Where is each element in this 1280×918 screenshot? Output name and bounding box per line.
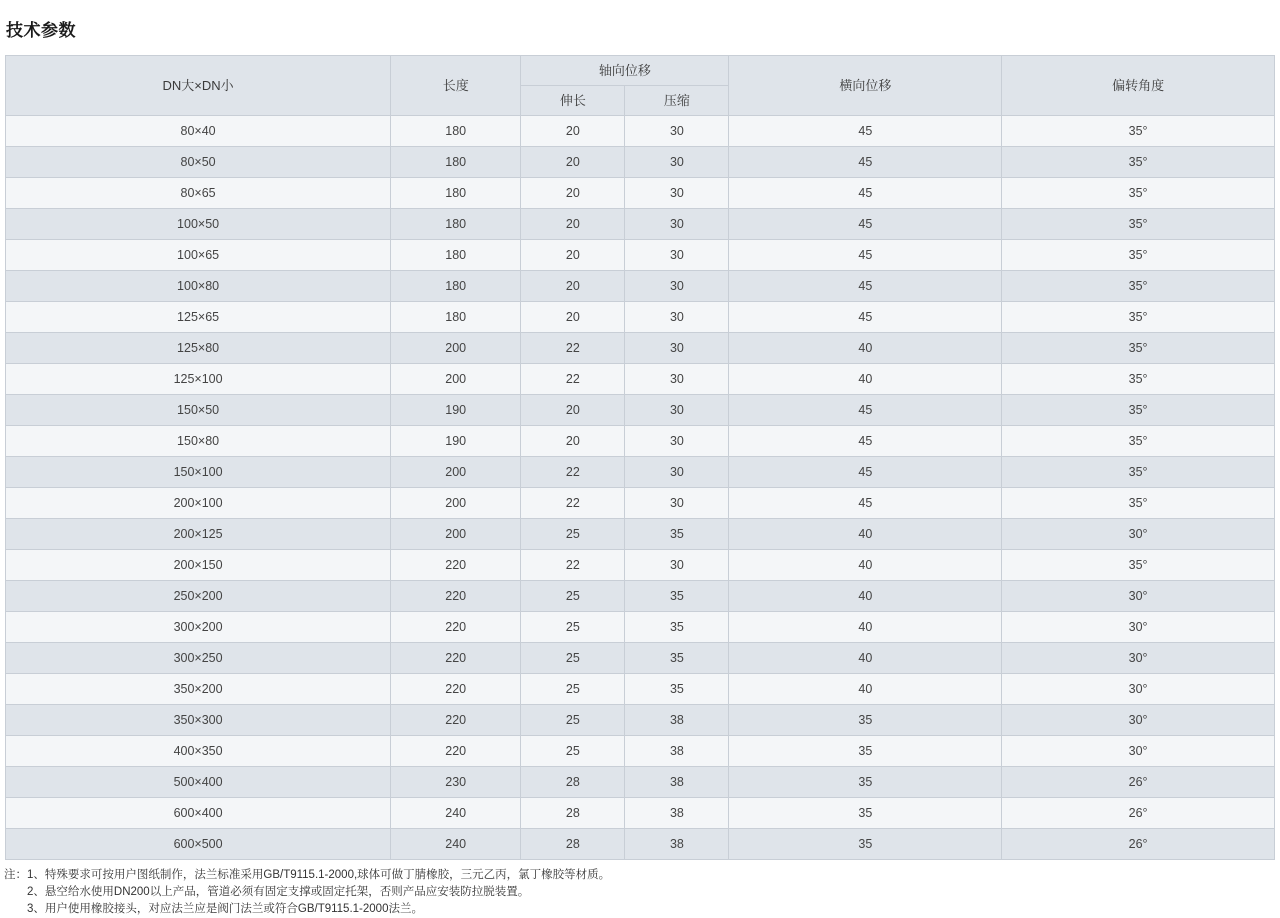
cell-lateral: 40 xyxy=(729,550,1002,581)
cell-extension: 25 xyxy=(521,612,625,643)
cell-extension: 22 xyxy=(521,488,625,519)
cell-dn: 80×40 xyxy=(6,116,391,147)
header-extension: 伸长 xyxy=(521,86,625,116)
table-row xyxy=(6,674,1275,705)
note-line: 3、用户使用橡胶接头，对应法兰应是阀门法兰或符合GB/T9115.1-2000法兰。 xyxy=(4,903,423,915)
cell-dn: 400×350 xyxy=(6,736,391,767)
cell-lateral: 40 xyxy=(729,612,1002,643)
cell-angular: 35° xyxy=(1002,302,1275,333)
table-row xyxy=(6,829,1275,860)
cell-length: 180 xyxy=(391,302,521,333)
table-row xyxy=(6,426,1275,457)
technical-parameters-table xyxy=(5,55,1275,860)
cell-extension: 28 xyxy=(521,829,625,860)
cell-extension: 20 xyxy=(521,209,625,240)
table-body xyxy=(6,116,1275,860)
cell-length: 200 xyxy=(391,519,521,550)
cell-dn: 600×400 xyxy=(6,798,391,829)
cell-extension: 20 xyxy=(521,426,625,457)
cell-lateral: 45 xyxy=(729,147,1002,178)
cell-lateral: 35 xyxy=(729,798,1002,829)
cell-extension: 22 xyxy=(521,457,625,488)
cell-angular: 35° xyxy=(1002,395,1275,426)
cell-extension: 25 xyxy=(521,581,625,612)
cell-dn: 200×150 xyxy=(6,550,391,581)
cell-length: 200 xyxy=(391,457,521,488)
cell-length: 180 xyxy=(391,240,521,271)
cell-dn: 200×100 xyxy=(6,488,391,519)
table-row xyxy=(6,798,1275,829)
cell-extension: 20 xyxy=(521,178,625,209)
cell-lateral: 40 xyxy=(729,519,1002,550)
cell-length: 180 xyxy=(391,209,521,240)
table-row xyxy=(6,116,1275,147)
table-row xyxy=(6,395,1275,426)
cell-extension: 28 xyxy=(521,767,625,798)
cell-compression: 30 xyxy=(625,488,729,519)
table-row xyxy=(6,271,1275,302)
header-angular: 偏转角度 xyxy=(1002,56,1275,116)
cell-dn: 600×500 xyxy=(6,829,391,860)
cell-extension: 20 xyxy=(521,395,625,426)
table-row xyxy=(6,767,1275,798)
cell-extension: 25 xyxy=(521,519,625,550)
table-row xyxy=(6,550,1275,581)
cell-compression: 38 xyxy=(625,798,729,829)
cell-compression: 35 xyxy=(625,643,729,674)
cell-length: 220 xyxy=(391,581,521,612)
cell-extension: 25 xyxy=(521,736,625,767)
cell-length: 180 xyxy=(391,178,521,209)
cell-dn: 80×65 xyxy=(6,178,391,209)
cell-length: 200 xyxy=(391,333,521,364)
table-row xyxy=(6,581,1275,612)
cell-lateral: 35 xyxy=(729,705,1002,736)
cell-compression: 30 xyxy=(625,147,729,178)
cell-extension: 22 xyxy=(521,550,625,581)
table-row xyxy=(6,612,1275,643)
cell-lateral: 45 xyxy=(729,178,1002,209)
cell-compression: 38 xyxy=(625,736,729,767)
cell-dn: 300×250 xyxy=(6,643,391,674)
cell-compression: 38 xyxy=(625,767,729,798)
cell-dn: 300×200 xyxy=(6,612,391,643)
cell-length: 220 xyxy=(391,612,521,643)
table-row xyxy=(6,209,1275,240)
table-row xyxy=(6,333,1275,364)
cell-angular: 35° xyxy=(1002,333,1275,364)
cell-angular: 30° xyxy=(1002,736,1275,767)
cell-extension: 22 xyxy=(521,364,625,395)
cell-dn: 125×80 xyxy=(6,333,391,364)
table-row xyxy=(6,488,1275,519)
cell-compression: 30 xyxy=(625,457,729,488)
cell-length: 200 xyxy=(391,488,521,519)
cell-compression: 35 xyxy=(625,519,729,550)
cell-dn: 100×65 xyxy=(6,240,391,271)
cell-angular: 30° xyxy=(1002,705,1275,736)
table-row xyxy=(6,519,1275,550)
cell-length: 190 xyxy=(391,426,521,457)
cell-length: 220 xyxy=(391,550,521,581)
cell-angular: 35° xyxy=(1002,457,1275,488)
cell-lateral: 45 xyxy=(729,488,1002,519)
header-length: 长度 xyxy=(391,56,521,116)
cell-angular: 35° xyxy=(1002,147,1275,178)
cell-length: 180 xyxy=(391,271,521,302)
cell-dn: 125×65 xyxy=(6,302,391,333)
cell-compression: 30 xyxy=(625,395,729,426)
cell-extension: 28 xyxy=(521,798,625,829)
cell-dn: 80×50 xyxy=(6,147,391,178)
cell-angular: 26° xyxy=(1002,798,1275,829)
cell-compression: 30 xyxy=(625,271,729,302)
cell-length: 200 xyxy=(391,364,521,395)
cell-dn: 350×300 xyxy=(6,705,391,736)
cell-angular: 35° xyxy=(1002,178,1275,209)
cell-compression: 30 xyxy=(625,178,729,209)
cell-compression: 30 xyxy=(625,333,729,364)
page-title: 技术参数 xyxy=(6,21,76,40)
cell-lateral: 35 xyxy=(729,829,1002,860)
cell-compression: 30 xyxy=(625,426,729,457)
cell-angular: 30° xyxy=(1002,581,1275,612)
header-axial: 轴向位移 xyxy=(521,56,729,86)
cell-dn: 500×400 xyxy=(6,767,391,798)
cell-angular: 35° xyxy=(1002,240,1275,271)
cell-compression: 30 xyxy=(625,116,729,147)
cell-lateral: 45 xyxy=(729,240,1002,271)
cell-lateral: 35 xyxy=(729,767,1002,798)
cell-length: 220 xyxy=(391,643,521,674)
header-compression: 压缩 xyxy=(625,86,729,116)
cell-compression: 35 xyxy=(625,612,729,643)
cell-lateral: 45 xyxy=(729,116,1002,147)
cell-angular: 26° xyxy=(1002,767,1275,798)
cell-angular: 26° xyxy=(1002,829,1275,860)
cell-angular: 35° xyxy=(1002,209,1275,240)
cell-extension: 20 xyxy=(521,271,625,302)
cell-length: 220 xyxy=(391,674,521,705)
cell-angular: 35° xyxy=(1002,550,1275,581)
cell-angular: 30° xyxy=(1002,519,1275,550)
cell-compression: 30 xyxy=(625,209,729,240)
cell-length: 220 xyxy=(391,705,521,736)
cell-extension: 22 xyxy=(521,333,625,364)
cell-compression: 38 xyxy=(625,705,729,736)
cell-lateral: 45 xyxy=(729,209,1002,240)
cell-angular: 35° xyxy=(1002,116,1275,147)
cell-length: 180 xyxy=(391,147,521,178)
cell-angular: 30° xyxy=(1002,612,1275,643)
cell-lateral: 45 xyxy=(729,426,1002,457)
table-row xyxy=(6,302,1275,333)
table-row xyxy=(6,736,1275,767)
cell-dn: 350×200 xyxy=(6,674,391,705)
cell-lateral: 45 xyxy=(729,271,1002,302)
cell-lateral: 40 xyxy=(729,674,1002,705)
cell-compression: 38 xyxy=(625,829,729,860)
cell-length: 180 xyxy=(391,116,521,147)
header-row-primary xyxy=(6,56,1275,86)
cell-compression: 35 xyxy=(625,674,729,705)
header-dn: DN大×DN小 xyxy=(6,56,391,116)
cell-lateral: 40 xyxy=(729,364,1002,395)
cell-dn: 150×100 xyxy=(6,457,391,488)
cell-lateral: 40 xyxy=(729,333,1002,364)
cell-length: 190 xyxy=(391,395,521,426)
cell-dn: 125×100 xyxy=(6,364,391,395)
cell-length: 240 xyxy=(391,798,521,829)
cell-angular: 35° xyxy=(1002,364,1275,395)
cell-lateral: 45 xyxy=(729,302,1002,333)
cell-dn: 250×200 xyxy=(6,581,391,612)
table-row xyxy=(6,457,1275,488)
cell-length: 230 xyxy=(391,767,521,798)
note-line: 2、悬空给水使用DN200以上产品，管道必须有固定支撑或固定托架，否则产品应安装防拉脱装置。 xyxy=(4,886,530,898)
cell-extension: 25 xyxy=(521,705,625,736)
table-row xyxy=(6,364,1275,395)
cell-extension: 20 xyxy=(521,147,625,178)
cell-compression: 30 xyxy=(625,302,729,333)
table-header xyxy=(6,56,1275,116)
note-line: 注：1、特殊要求可按用户图纸制作，法兰标准采用GB/T9115.1-2000,球体可做丁腈橡胶，三元乙丙，氯丁橡胶等材质。 xyxy=(4,869,611,881)
cell-lateral: 45 xyxy=(729,457,1002,488)
cell-extension: 20 xyxy=(521,116,625,147)
table-row xyxy=(6,705,1275,736)
header-lateral: 横向位移 xyxy=(729,56,1002,116)
cell-extension: 20 xyxy=(521,240,625,271)
cell-dn: 100×50 xyxy=(6,209,391,240)
cell-angular: 30° xyxy=(1002,674,1275,705)
cell-angular: 30° xyxy=(1002,643,1275,674)
cell-extension: 25 xyxy=(521,674,625,705)
cell-compression: 30 xyxy=(625,240,729,271)
cell-length: 240 xyxy=(391,829,521,860)
cell-compression: 30 xyxy=(625,364,729,395)
cell-lateral: 40 xyxy=(729,581,1002,612)
notes-block xyxy=(4,867,1280,918)
cell-compression: 30 xyxy=(625,550,729,581)
table-row xyxy=(6,643,1275,674)
table-row xyxy=(6,147,1275,178)
cell-extension: 25 xyxy=(521,643,625,674)
cell-lateral: 45 xyxy=(729,395,1002,426)
cell-dn: 200×125 xyxy=(6,519,391,550)
cell-compression: 35 xyxy=(625,581,729,612)
cell-extension: 20 xyxy=(521,302,625,333)
cell-dn: 150×50 xyxy=(6,395,391,426)
cell-angular: 35° xyxy=(1002,488,1275,519)
cell-angular: 35° xyxy=(1002,271,1275,302)
table-row xyxy=(6,178,1275,209)
cell-lateral: 35 xyxy=(729,736,1002,767)
cell-dn: 100×80 xyxy=(6,271,391,302)
cell-dn: 150×80 xyxy=(6,426,391,457)
cell-lateral: 40 xyxy=(729,643,1002,674)
cell-length: 220 xyxy=(391,736,521,767)
cell-angular: 35° xyxy=(1002,426,1275,457)
table-row xyxy=(6,240,1275,271)
